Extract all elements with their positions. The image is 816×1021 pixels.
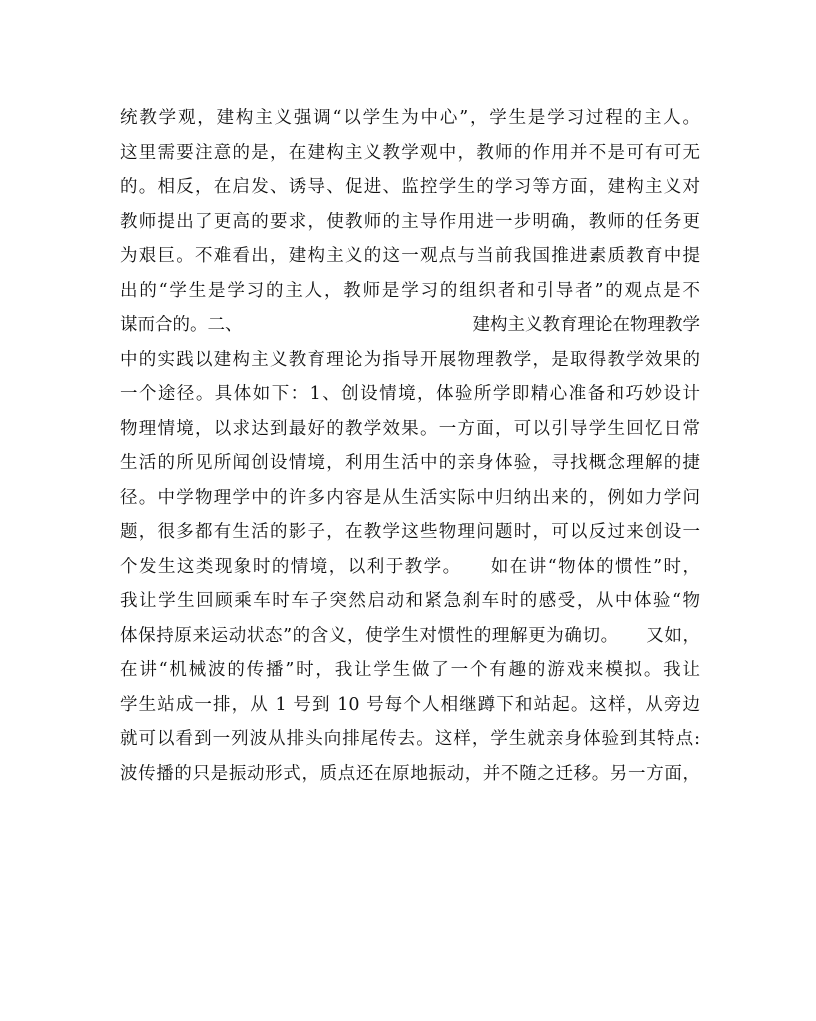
- text-line: 学生站成一排，从 1 号到 10 号每个人相继蹲下和站起。这样，从旁边: [120, 694, 700, 715]
- text-line: 我让学生回顾乘车时车子突然启动和紧急刹车时的感受，从中体验“物: [120, 591, 700, 611]
- text-line: 生活的所见所闻创设情境，利用生活中的亲身体验，寻找概念理解的捷: [120, 453, 700, 473]
- text-line: 波传播的只是振动形式，质点还在原地振动，并不随之迁移。另一方面，: [120, 763, 700, 784]
- text-line: 教师提出了更高的要求，使教师的主导作用进一步明确，教师的任务更: [120, 211, 700, 232]
- text-line: 为艰巨。不难看出，建构主义的这一观点与当前我国推进素质教育中提: [120, 246, 700, 266]
- text-line: 的。相反，在启发、诱导、促进、监控学生的学习等方面，建构主义对: [120, 177, 700, 197]
- text-line: 一个途径。具体如下：1、创设情境，体验所学即精心准备和巧妙设计: [120, 384, 700, 404]
- text-line: 个发生这类现象时的情境，以利于教学。 如在讲“物体的惯性”时，: [120, 556, 700, 577]
- text-line: 中的实践以建构主义教育理论为指导开展物理教学，是取得教学效果的: [120, 349, 700, 370]
- text-line: 在讲“机械波的传播”时，我让学生做了一个有趣的游戏来模拟。我让: [120, 660, 700, 680]
- text-line: 统教学观，建构主义强调“以学生为中心”，学生是学习过程的主人。: [120, 108, 700, 128]
- text-line: 就可以看到一列波从排头向排尾传去。这样，学生就亲身体验到其特点:: [120, 729, 700, 749]
- text-line: 出的“学生是学习的主人，教师是学习的组织者和引导者”的观点是不: [120, 280, 700, 301]
- section-heading: 建构主义教育理论在物理教学: [472, 315, 700, 335]
- text-line: 物理情境，以求达到最好的教学效果。一方面，可以引导学生回忆日常: [120, 418, 700, 439]
- text-line: 径。中学物理学中的许多内容是从生活实际中归纳出来的，例如力学问: [120, 487, 700, 508]
- text-line: 这里需要注意的是，在建构主义教学观中，教师的作用并不是可有可无: [120, 142, 700, 163]
- text-line-with-heading: [120, 308, 700, 343]
- body-text: [120, 101, 700, 791]
- text-line: 题，很多都有生活的影子，在教学这些物理问题时，可以反过来创设一: [120, 522, 700, 542]
- text-line-left: 谋而合的。二、: [120, 315, 243, 335]
- text-line: 体保持原来运动状态”的含义，使学生对惯性的理解更为确切。 又如，: [120, 625, 700, 646]
